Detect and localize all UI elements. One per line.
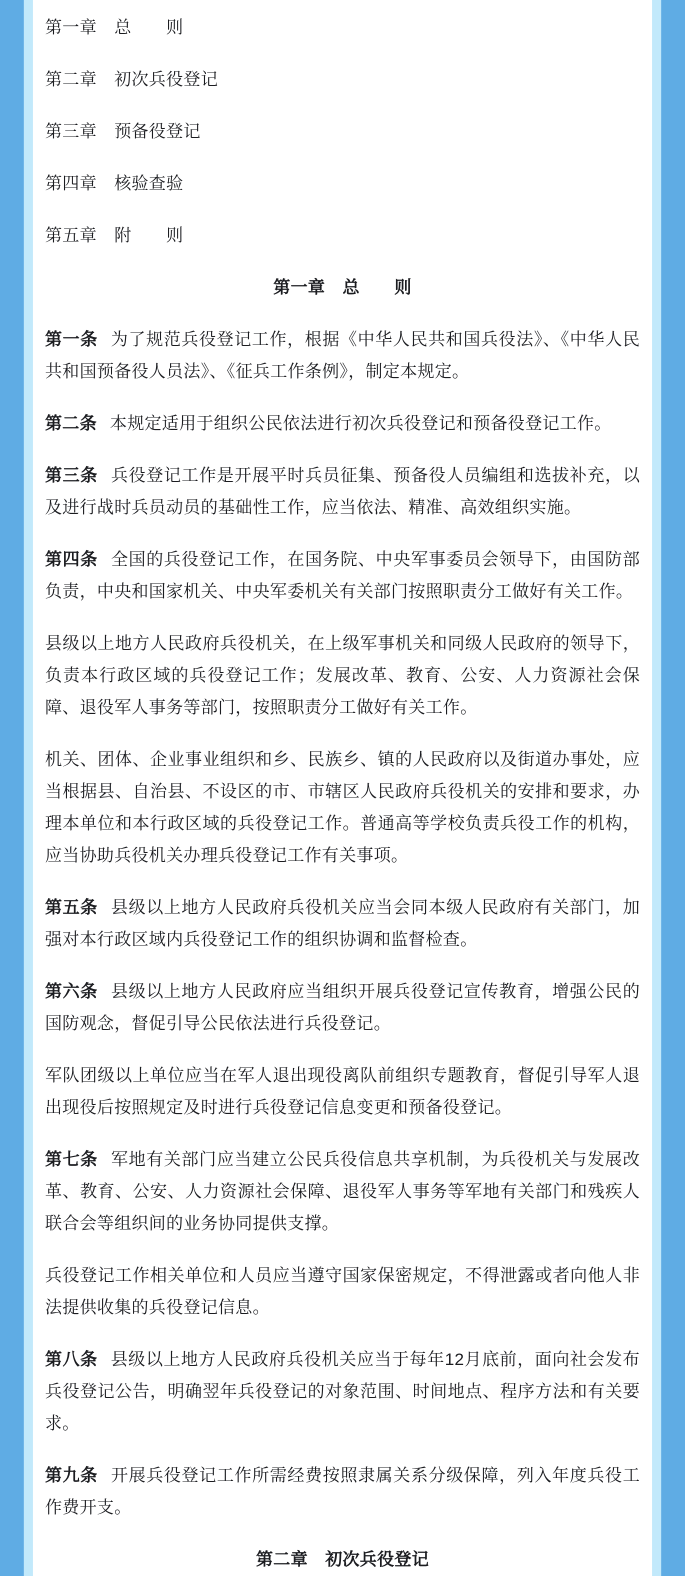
article-7-label: 第七条: [45, 1150, 98, 1169]
article-1-label: 第一条: [45, 330, 98, 349]
article-7: [45, 1144, 640, 1240]
article-2-text: 本规定适用于组织公民依法进行初次兵役登记和预备役登记工作。: [109, 414, 612, 433]
paragraph-text: 机关、团体、企业事业组织和乡、民族乡、镇的人民政府以及街道办事处，应当根据县、自治县、不设区的市、市辖区人民政府兵役机关的安排和要求，办理本单位和本行政区域的兵役登记工作。普通高等学校负责兵役工作的机构，应当协助兵役机关办理兵役登记工作有关事项。: [45, 750, 640, 865]
article-8-label: 第八条: [45, 1350, 98, 1369]
paragraph-article-6-cont: [45, 1060, 640, 1124]
paragraph-text: 兵役登记工作相关单位和人员应当遵守国家保密规定，不得泄露或者向他人非法提供收集的兵役登记信息。: [45, 1266, 640, 1317]
article-3-text: 兵役登记工作是开展平时兵员征集、预备役人员编组和选拔补充，以及进行战时兵员动员的基础性工作，应当依法、精准、高效组织实施。: [45, 466, 641, 517]
article-6: [45, 976, 640, 1040]
chapter-heading-2: 第二章 初次兵役登记: [256, 1550, 429, 1569]
table-of-contents: [45, 12, 640, 252]
article-3: [45, 460, 640, 524]
article-6-text: 县级以上地方人民政府应当组织开展兵役登记宣传教育，增强公民的国防观念，督促引导公民依法进行兵役登记。: [45, 982, 641, 1033]
document-body: [33, 0, 652, 1576]
article-1-text: 为了规范兵役登记工作，根据《中华人民共和国兵役法》、《中华人民共和国预备役人员法》、《征兵工作条例》，制定本规定。: [45, 330, 640, 381]
chapter-heading-1: 第一章 总 则: [273, 278, 412, 297]
toc-item-chapter-3: 第三章 预备役登记: [45, 122, 201, 141]
toc-item-chapter-2: 第二章 初次兵役登记: [45, 70, 218, 89]
article-5-text: 县级以上地方人民政府兵役机关应当会同本级人民政府有关部门，加强对本行政区域内兵役登记工作的组织协调和监督检查。: [45, 898, 641, 949]
article-9: [45, 1460, 640, 1524]
article-4-label: 第四条: [45, 550, 98, 569]
article-9-label: 第九条: [45, 1466, 98, 1485]
paragraph-text: 军队团级以上单位应当在军人退出现役离队前组织专题教育，督促引导军人退出现役后按照规定及时进行兵役登记信息变更和预备役登记。: [45, 1066, 640, 1117]
article-6-label: 第六条: [45, 982, 98, 1001]
paragraph-article-4-cont-1: [45, 628, 640, 724]
paragraph-article-4-cont-2: [45, 744, 640, 872]
toc-item-chapter-1: 第一章 总 则: [45, 18, 184, 37]
article-2-label: 第二条: [45, 414, 97, 433]
article-2: [45, 408, 640, 440]
article-8: [45, 1344, 640, 1440]
paragraph-text: 县级以上地方人民政府兵役机关，在上级军事机关和同级人民政府的领导下，负责本行政区域的兵役登记工作；发展改革、教育、公安、人力资源社会保障、退役军人事务等部门，按照职责分工做好有关工作。: [45, 634, 640, 717]
article-4: [45, 544, 640, 608]
article-8-text: 县级以上地方人民政府兵役机关应当于每年12月底前，面向社会发布兵役登记公告，明确翌年兵役登记的对象范围、时间地点、程序方法和有关要求。: [45, 1350, 640, 1433]
paragraph-article-7-cont: [45, 1260, 640, 1324]
article-4-text: 全国的兵役登记工作，在国务院、中央军事委员会领导下，由国防部负责，中央和国家机关、中央军委机关有关部门按照职责分工做好有关工作。: [45, 550, 641, 601]
article-3-label: 第三条: [45, 466, 98, 485]
article-1: [45, 324, 640, 388]
toc-item-chapter-4: 第四章 核验查验: [45, 174, 184, 193]
article-9-text: 开展兵役登记工作所需经费按照隶属关系分级保障，列入年度兵役工作费开支。: [45, 1466, 641, 1517]
article-5-label: 第五条: [45, 898, 98, 917]
toc-item-chapter-5: 第五章 附 则: [45, 226, 184, 245]
article-5: [45, 892, 640, 956]
article-7-text: 军地有关部门应当建立公民兵役信息共享机制，为兵役机关与发展改革、教育、公安、人力资源社会保障、退役军人事务等军地有关部门和残疾人联合会等组织间的业务协同提供支撑。: [45, 1150, 641, 1233]
